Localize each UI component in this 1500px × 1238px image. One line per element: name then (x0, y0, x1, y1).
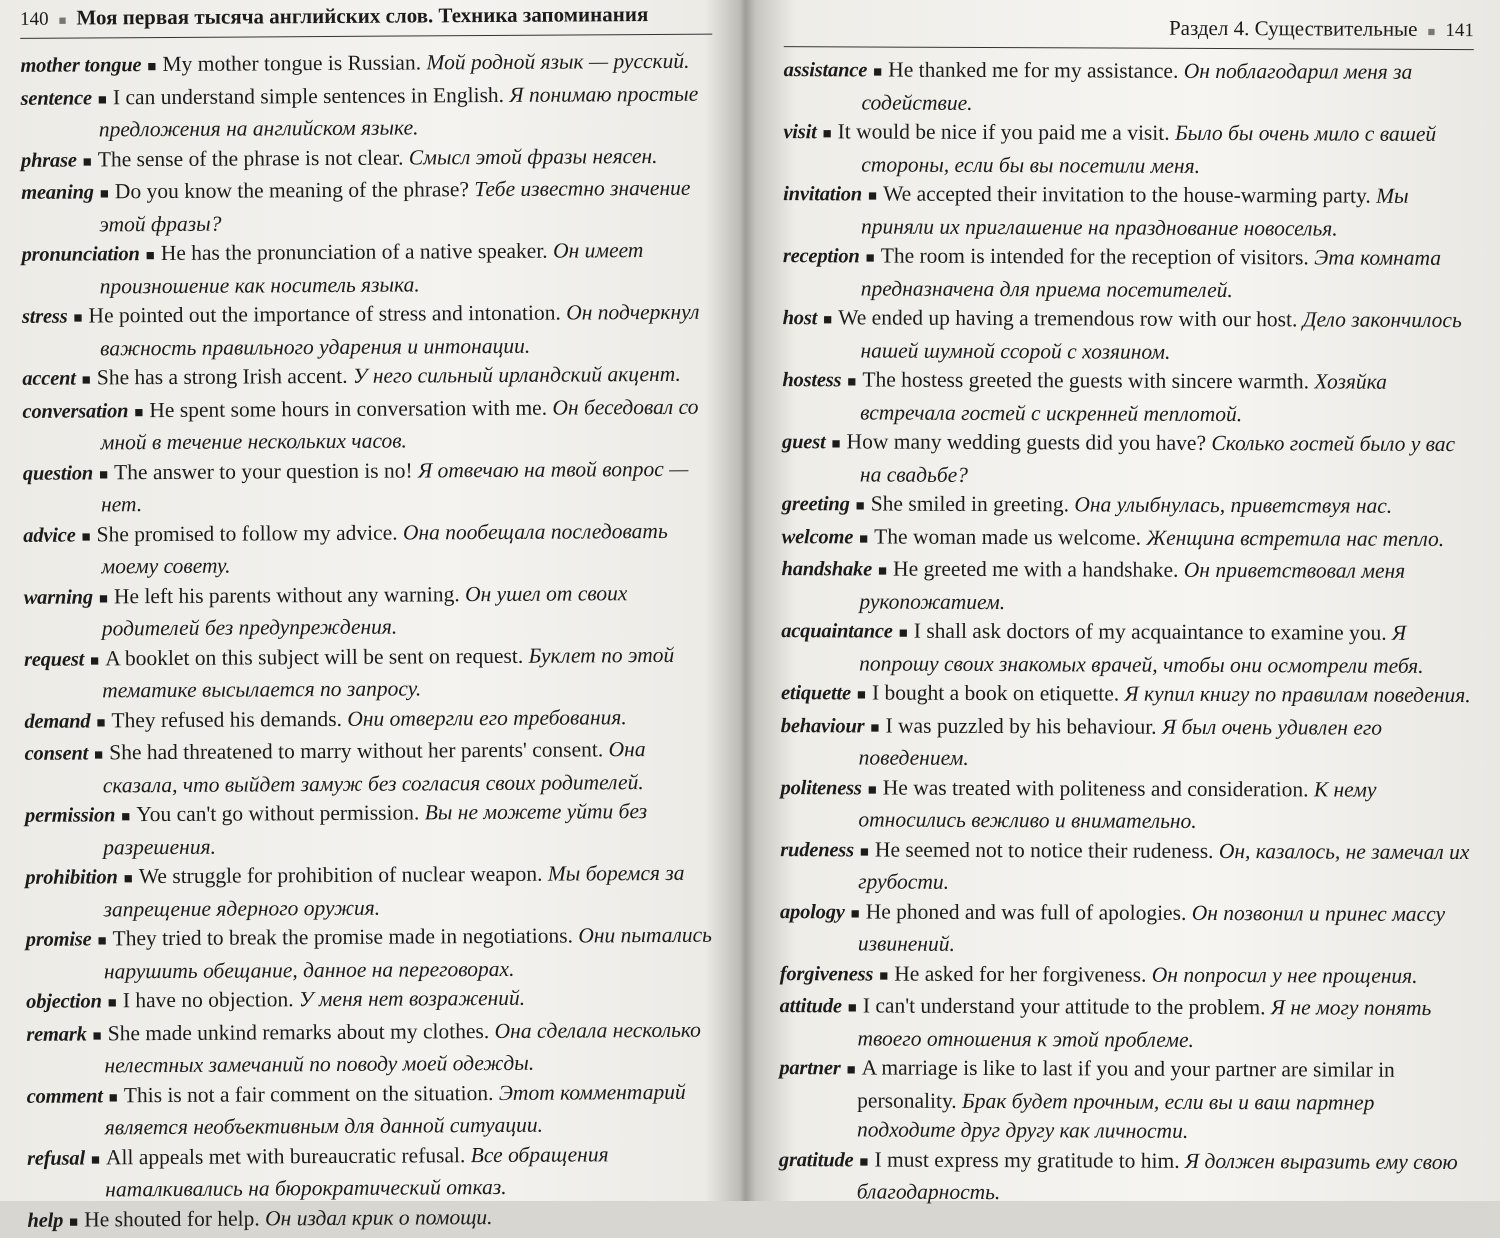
english-example: He spent some hours in conversation with me. (149, 395, 548, 422)
dictionary-entry (26, 983, 718, 1020)
bullet-separator: ■ (898, 625, 908, 642)
english-example: The sense of the phrase is not clear. (97, 145, 404, 171)
russian-translation: Он, казалось, не замечал их грубости. (858, 838, 1470, 894)
russian-translation: Брак будет прочным, если вы и ваш партнер подходите друг другу как личности. (857, 1088, 1375, 1143)
bullet-separator: ■ (97, 91, 108, 108)
english-example: It would be nice if you paid me a visit. (837, 119, 1170, 145)
dictionary-entry (21, 79, 713, 145)
english-example: He thanked me for my assistance. (888, 57, 1179, 83)
headword: rudeness (780, 838, 854, 861)
headword: permission (24, 804, 116, 827)
headword: refusal (27, 1147, 85, 1170)
headword: welcome (781, 525, 854, 548)
english-example: He shouted for help. (84, 1205, 260, 1232)
dictionary-entry (780, 959, 1470, 995)
english-example: Do you know the meaning of the phrase? (114, 177, 470, 204)
english-example: She made unkind remarks about my clothes. (107, 1018, 490, 1045)
dictionary-entry (22, 298, 714, 364)
headword: partner (779, 1057, 841, 1080)
headword: conversation (22, 399, 129, 423)
russian-translation: Мы боремся за запрещение ядерного оружия. (103, 860, 685, 921)
bullet-separator: ■ (145, 248, 155, 265)
bullet-separator: ■ (870, 719, 880, 737)
header-separator: ■ (58, 12, 67, 28)
russian-translation: Эта комната предназначена для приема посетителей. (860, 245, 1442, 302)
dictionary-entry (782, 427, 1472, 492)
dictionary-entry (27, 1201, 719, 1238)
bullet-separator: ■ (69, 1214, 79, 1231)
headword: politeness (780, 776, 862, 799)
bullet-separator: ■ (859, 843, 869, 860)
russian-translation: Он имеет произношение как носитель языка. (99, 238, 644, 298)
dictionary-entry (22, 360, 714, 397)
headword: remark (26, 1022, 87, 1046)
headword: greeting (781, 493, 850, 516)
russian-translation: Сколько гостей было у вас на свадьбе? (859, 430, 1456, 487)
headword: attitude (779, 995, 842, 1018)
bullet-separator: ■ (81, 372, 91, 389)
english-example: He was treated with politeness and consideration. (882, 775, 1309, 801)
bullet-separator: ■ (82, 153, 92, 170)
dictionary-entry (21, 141, 713, 178)
headword: advice (23, 524, 76, 547)
bullet-separator: ■ (96, 714, 106, 731)
dictionary-entry (27, 1139, 719, 1205)
headword: demand (24, 709, 91, 733)
dictionary-entry (26, 921, 718, 987)
english-example: My mother tongue is Russian. (162, 50, 422, 77)
headword: invitation (783, 183, 863, 206)
right-page (755, 0, 1500, 1204)
running-title: Моя первая тысяча английских слов. Техника запоминания (76, 2, 649, 30)
english-example: You can't go without permission. (136, 800, 420, 827)
entry-list (779, 55, 1474, 1209)
headword: forgiveness (779, 962, 874, 986)
bullet-separator: ■ (850, 905, 860, 922)
dictionary-entry (783, 179, 1473, 244)
headword: warning (23, 585, 93, 609)
russian-translation: Я не могу понять твоего отношения к этой проблеме. (857, 995, 1432, 1052)
dictionary-entry (782, 489, 1472, 525)
dictionary-entry (780, 773, 1470, 838)
russian-translation: Она пообещала последовать моему совету. (101, 518, 668, 579)
english-example: I can't understand your attitude to the problem. (862, 993, 1266, 1020)
dictionary-entry (22, 392, 714, 458)
headword: prohibition (25, 866, 118, 889)
russian-translation: Все обращения наталкивались на бюрократический отказ. (105, 1141, 609, 1202)
headword: apology (779, 900, 845, 923)
dictionary-entry (25, 859, 717, 925)
headword: handshake (781, 558, 873, 581)
english-example: He has the pronunciation of a native speaker. (160, 238, 548, 266)
english-example: How many wedding guests did you have? (846, 429, 1207, 455)
headword: comment (26, 1084, 103, 1108)
english-example: I have no objection. (122, 987, 294, 1013)
russian-translation: Он приветствовал меня рукопожатием. (859, 557, 1406, 614)
bullet-separator: ■ (877, 563, 888, 580)
russian-translation: Буклет по этой тематике высылается по запросу. (102, 642, 675, 703)
headword: hostess (782, 369, 842, 392)
english-example: I must express my gratitude to him. (874, 1147, 1180, 1173)
headword: pronunciation (21, 243, 140, 266)
russian-translation: У меня нет возражений. (298, 985, 526, 1012)
bullet-separator: ■ (98, 590, 109, 607)
russian-translation: Этот комментарий является необъективным для данной ситуации. (104, 1079, 686, 1140)
english-example: All appeals met with bureaucratic refusal. (105, 1142, 466, 1169)
russian-translation: Дело закончилось нашей шумной ссорой с хозяином. (860, 307, 1462, 364)
russian-translation: Он попросил у нее прощения. (1151, 962, 1418, 988)
bullet-separator: ■ (94, 747, 104, 764)
russian-translation: Мой родной язык — русский. (426, 48, 690, 75)
russian-translation: Хозяйка встречала гостей с искренней теплотой. (860, 369, 1388, 426)
russian-translation: Было бы очень мило с вашей стороны, если бы вы посетили меня. (861, 120, 1437, 178)
bullet-separator: ■ (92, 1027, 102, 1044)
bullet-separator: ■ (134, 404, 144, 421)
bullet-separator: ■ (73, 310, 83, 327)
dictionary-entry (27, 1077, 719, 1143)
english-example: We accepted their invitation to the house-warming party. (883, 181, 1371, 208)
dictionary-entry (782, 303, 1472, 368)
bullet-separator: ■ (867, 188, 878, 205)
russian-translation: Тебе известно значение этой фразы? (99, 175, 691, 236)
bullet-separator: ■ (873, 64, 883, 81)
russian-translation: Они отвергли его требования. (347, 704, 627, 731)
russian-translation: Она сделала несколько нелестных замечаний по поводу моей одежды. (104, 1017, 701, 1078)
bullet-separator: ■ (822, 126, 832, 143)
russian-translation: Она сказала, что выйдет замуж без согласия своих родителей. (102, 737, 646, 797)
english-example: She had threatened to marry without her parents' consent. (109, 737, 604, 765)
dictionary-entry (780, 835, 1470, 900)
bullet-separator: ■ (867, 781, 877, 799)
russian-translation: Я понимаю простые предложения на английском языке. (98, 81, 699, 142)
left-page (0, 0, 747, 1232)
headword: meaning (21, 181, 94, 204)
dictionary-entry (779, 991, 1469, 1056)
headword: phrase (20, 149, 77, 172)
bullet-separator: ■ (90, 652, 100, 669)
headword: visit (783, 121, 817, 144)
english-example: I bought a book on etiquette. (871, 680, 1120, 706)
dictionary-entry (25, 797, 717, 863)
headword: question (22, 461, 94, 485)
english-example: We ended up having a tremendous row with our host. (838, 305, 1298, 332)
bullet-separator: ■ (99, 186, 109, 203)
english-example: He pointed out the importance of stress and intonation. (88, 300, 561, 328)
headword: mother tongue (20, 54, 142, 77)
bullet-separator: ■ (856, 687, 867, 704)
page-number: 140 (20, 8, 49, 30)
right-page-header (784, 14, 1474, 50)
russian-translation: Они пытались нарушить обещание, данное на переговорах. (103, 922, 712, 983)
english-example: She smiled in greeting. (870, 491, 1070, 517)
english-example: She promised to follow my advice. (96, 520, 398, 546)
russian-translation: Он ушел от своих родителей без предупреждения. (101, 580, 628, 641)
russian-translation: Я купил книгу по правилам поведения. (1124, 681, 1471, 708)
english-example: He seemed not to notice their rudeness. (874, 837, 1214, 863)
dictionary-entry (783, 55, 1473, 120)
bullet-separator: ■ (846, 1062, 856, 1079)
english-example: We struggle for prohibition of nuclear weapon. (138, 861, 543, 889)
dictionary-entry (783, 117, 1473, 182)
english-example: He greeted me with a handshake. (893, 556, 1179, 582)
page-number: 141 (1445, 19, 1474, 42)
headword: host (782, 307, 818, 330)
dictionary-entry (781, 616, 1471, 681)
headword: reception (782, 245, 860, 268)
headword: acquaintance (781, 620, 893, 643)
bullet-separator: ■ (99, 466, 109, 483)
bullet-separator: ■ (147, 59, 157, 76)
russian-translation: Я был очень удивлен его поведением. (858, 714, 1383, 770)
english-example: The room is intended for the reception of visitors. (880, 243, 1309, 270)
english-example: He left his parents without any warning. (113, 581, 460, 608)
russian-translation: Вы не можете уйти без разрешения. (103, 799, 648, 859)
bullet-separator: ■ (81, 528, 91, 546)
english-example: They refused his demands. (111, 706, 342, 732)
dictionary-entry (781, 711, 1471, 776)
bullet-separator: ■ (847, 1000, 857, 1017)
russian-translation: Он издал крик о помощи. (265, 1204, 493, 1230)
bullet-separator: ■ (97, 933, 107, 950)
bullet-separator: ■ (107, 995, 117, 1012)
russian-translation: Он подчеркнул важность правильного ударения и интонации. (100, 299, 700, 360)
dictionary-entry (783, 241, 1473, 306)
headword: consent (24, 742, 89, 765)
dictionary-entry (782, 522, 1472, 558)
russian-translation: Он поблагодарил меня за содействие. (861, 58, 1413, 115)
english-example: I can understand simple sentences in English. (112, 82, 505, 109)
english-example: He asked for her forgiveness. (894, 961, 1147, 987)
entry-list (20, 47, 719, 1238)
running-title: Раздел 4. Существительные (1168, 15, 1418, 41)
headword: behaviour (780, 714, 865, 737)
dictionary-entry (780, 897, 1470, 962)
headword: guest (782, 431, 826, 454)
dictionary-entry (20, 47, 712, 84)
russian-translation: Смысл этой фразы неясен. (408, 143, 658, 170)
dictionary-entry (782, 365, 1472, 430)
russian-translation: Я отвечаю на твой вопрос — нет. (101, 456, 689, 517)
english-example: I was puzzled by his behaviour. (885, 713, 1157, 739)
dictionary-entry (781, 678, 1471, 714)
dictionary-entry (779, 1145, 1469, 1210)
bullet-separator: ■ (108, 1089, 118, 1106)
dictionary-entry (24, 702, 716, 739)
headword: sentence (20, 86, 92, 110)
english-example: She has a strong Irish accent. (96, 363, 348, 390)
english-example: The hostess greeted the guests with sincere warmth. (862, 367, 1310, 394)
dictionary-entry (21, 174, 713, 240)
english-example: The woman made us welcome. (874, 524, 1142, 550)
header-separator: ■ (1427, 23, 1436, 39)
dictionary-entry (24, 578, 716, 644)
bullet-separator: ■ (859, 1153, 869, 1170)
left-page-header (20, 2, 712, 39)
bullet-separator: ■ (879, 968, 889, 985)
dictionary-entry (779, 1053, 1469, 1148)
dictionary-entry (781, 554, 1471, 619)
dictionary-entry (24, 640, 716, 706)
bullet-separator: ■ (823, 312, 833, 329)
russian-translation: Она улыбнулась, приветствуя нас. (1074, 492, 1393, 518)
headword: accent (22, 367, 76, 390)
headword: promise (25, 928, 92, 951)
english-example: This is not a fair comment on the situation. (123, 1080, 494, 1107)
russian-translation: Мы приняли их приглашение на празднование новоселья. (860, 183, 1409, 241)
russian-translation: Женщина встретила нас тепло. (1146, 525, 1445, 551)
bullet-separator: ■ (847, 374, 857, 391)
headword: stress (21, 305, 68, 328)
russian-translation: У него сильный ирландский акцент. (352, 361, 681, 388)
russian-translation: Он беседовал со мной в течение нескольких часов. (100, 394, 699, 455)
dictionary-entry (23, 516, 715, 582)
bullet-separator: ■ (123, 871, 133, 888)
bullet-separator: ■ (855, 498, 865, 515)
bullet-separator: ■ (831, 436, 841, 453)
dictionary-entry (25, 735, 717, 801)
russian-translation: Я попрошу своих знакомых врачей, чтобы они осмотрели тебя. (859, 620, 1424, 678)
bullet-separator: ■ (865, 250, 875, 267)
english-example: They tried to break the promise made in negotiations. (112, 923, 574, 951)
russian-translation: Он позвонил и принес массу извинений. (857, 900, 1446, 956)
russian-translation: К нему относились вежливо и внимательно. (858, 776, 1377, 833)
headword: help (27, 1209, 64, 1232)
bullet-separator: ■ (90, 1151, 101, 1168)
english-example: I shall ask doctors of my acquaintance to examine you. (913, 618, 1387, 645)
russian-translation: Я должен выразить ему свою благодарность. (856, 1148, 1458, 1205)
english-example: He phoned and was full of apologies. (865, 898, 1187, 925)
bullet-separator: ■ (121, 809, 131, 826)
headword: request (23, 647, 85, 671)
headword: gratitude (778, 1148, 854, 1171)
english-example: A marriage is like to last if you and your partner are similar in personality. (857, 1055, 1395, 1113)
dictionary-entry (21, 236, 713, 302)
headword: assistance (783, 59, 868, 82)
english-example: A booklet on this subject will be sent on request. (105, 643, 524, 670)
headword: objection (26, 990, 102, 1013)
dictionary-entry (23, 454, 715, 520)
dictionary-entry (26, 1015, 718, 1081)
headword: etiquette (780, 682, 851, 705)
english-example: The answer to your question is no! (114, 457, 413, 484)
bullet-separator: ■ (859, 530, 869, 547)
